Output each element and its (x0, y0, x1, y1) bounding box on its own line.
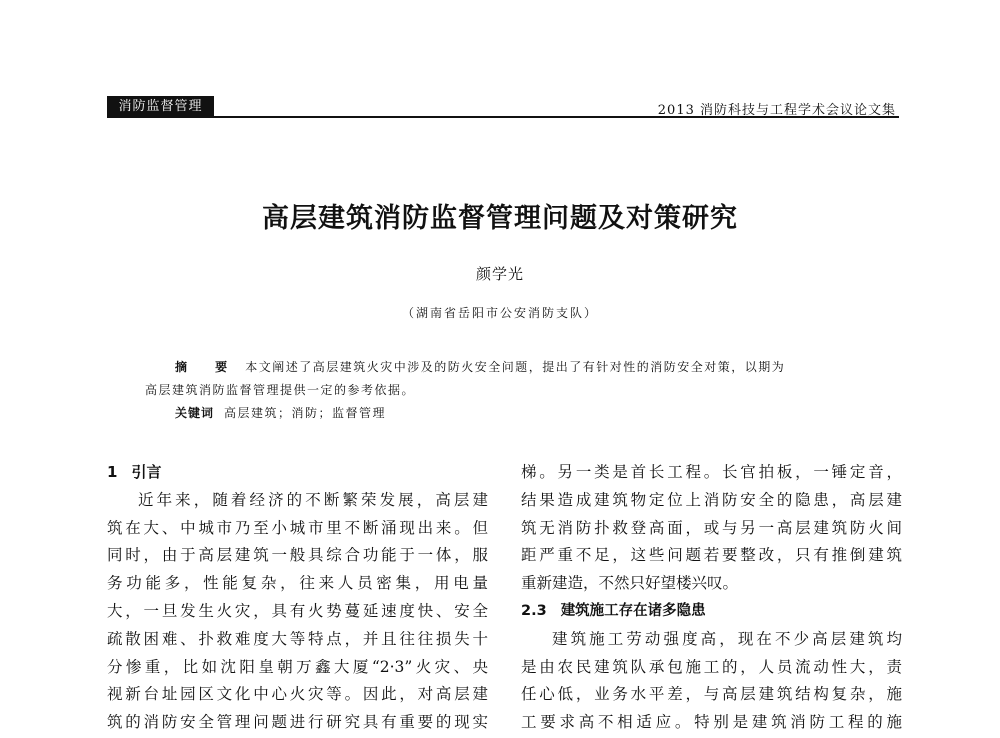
section-number: 1 (107, 463, 118, 481)
abstract-label: 摘 要 (175, 360, 240, 374)
body-line: 梯。另一类是首长工程。长官拍板，一锤定音， (521, 463, 902, 481)
subsection-number: 2.3 (521, 602, 547, 619)
body-line: 筑的消防安全管理问题进行研究具有重要的现实 (107, 713, 488, 732)
body-line: 工要求高不相适应。特别是建筑消防工程的施 (521, 713, 902, 732)
section-title: 引言 (131, 463, 162, 481)
body-line: 建筑施工劳动强度高，现在不少高层建筑均 (552, 629, 902, 648)
body-line: 务功能多，性能复杂，往来人员密集，用电量 (107, 574, 488, 593)
body-line: 疏散困难、扑救难度大等特点，并且往往损失十 (107, 629, 488, 648)
body-line: 视新台址园区文化中心火灾等。因此，对高层建 (107, 685, 488, 704)
affiliation: （湖南省岳阳市公安消防支队） (401, 306, 598, 320)
body-line: 同时，由于高层建筑一般具综合功能于一体，服 (107, 546, 488, 565)
body-line: 大，一旦发生火灾，具有火势蔓延速度快、安全 (107, 601, 488, 620)
body-line: 分惨重，比如沈阳皇朝万鑫大厦“2·3”火灾、央 (107, 657, 488, 676)
body-line: 结果造成建筑物定位上消防安全的隐患，高层建 (521, 490, 902, 509)
keywords (175, 404, 386, 421)
body-line: 重新建造，不然只好望楼兴叹。 (521, 574, 739, 593)
paper-title: 高层建筑消防监督管理问题及对策研究 (262, 203, 738, 234)
body-line: 是由农民建筑队承包施工的，人员流动性大，责 (521, 657, 902, 676)
keywords-label: 关键词 (175, 406, 215, 420)
section-tag: 消防监督管理 (107, 96, 214, 117)
body-line: 任心低，业务水平差，与高层建筑结构复杂，施 (521, 685, 902, 704)
body-line: 筑无消防扑救登高面，或与另一高层建筑防火间 (521, 518, 902, 537)
subsection-heading (521, 598, 902, 626)
keywords-text: 高层建筑；消防；监督管理 (224, 406, 387, 420)
section-heading (107, 459, 488, 487)
author: 颜学光 (475, 265, 524, 283)
abstract-line-2: 高层建筑消防监督管理提供一定的参考依据。 (145, 383, 416, 397)
abstract-text-1: 本文阐述了高层建筑火灾中涉及的防火安全问题，提出了有针对性的消防安全对策，以期为 (245, 360, 786, 374)
left-column (107, 459, 488, 737)
body-line: 筑在大、中城市乃至小城市里不断涌现出来。但 (107, 518, 488, 537)
body-line: 近年来，随着经济的不断繁荣发展，高层建 (138, 490, 488, 509)
right-column (521, 459, 902, 737)
proceedings-title: 2013 消防科技与工程学术会议论文集 (657, 103, 896, 118)
body-line: 距严重不足，这些问题若要整改，只有推倒建筑 (521, 546, 902, 565)
abstract-line-1 (145, 356, 880, 379)
abstract (145, 356, 880, 402)
subsection-title: 建筑施工存在诸多隐患 (560, 602, 706, 619)
